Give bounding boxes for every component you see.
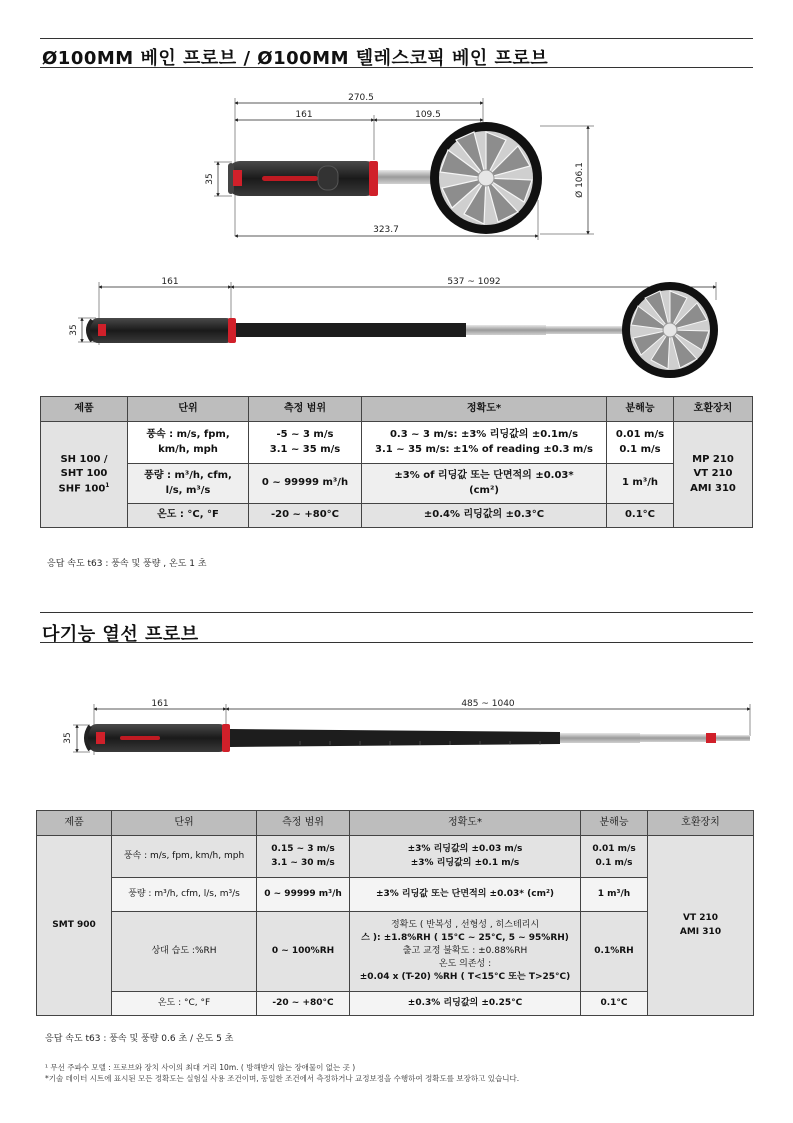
th-devices: 호환장치 [674,397,753,422]
th2-accuracy: 정확도* [350,811,581,836]
telescopic-vane-probe-drawing [69,277,718,378]
r2-range: 0 ~ 99999 m³/h [257,878,350,912]
row3-accuracy: ±0.4% 리딩값의 ±0.3°C [362,504,607,528]
hotwire-shaft-black [230,729,560,747]
r3-resolution: 0.1%RH [581,912,648,992]
th2-range: 측정 범위 [257,811,350,836]
footnotes [45,1062,519,1085]
th-accuracy: 정확도* [362,397,607,422]
row1-unit: 풍속 : m/s, fpm, km/h, mph [128,422,249,464]
dim-shaft-label: 109.5 [415,110,441,120]
row3-resolution: 0.1°C [607,504,674,528]
r1-resolution: 0.01 m/s 0.1 m/s [581,836,648,878]
r4-accuracy: ±0.3% 리딩값의 ±0.25°C [350,992,581,1016]
devices2-cell: VT 210 AMI 310 [648,836,754,1016]
vane-spec-table [40,396,753,528]
dim-diameter-label: Ø 106.1 [575,162,585,198]
section1-title: Ø100MM 베인 프로브 / Ø100MM 텔레스코픽 베인 프로브 [42,48,549,69]
row2-resolution: 1 m³/h [607,464,674,504]
section1-response-note: 응답 속도 t63 : 풍속 및 풍량 , 온도 1 초 [47,559,207,569]
dim3-handle-label: 161 [151,699,169,709]
dim2-tele-label: 537 ~ 1092 [447,277,501,287]
r2-resolution: 1 m³/h [581,878,648,912]
dim3-tele-label: 485 ~ 1040 [461,699,515,709]
hotwire-probe-drawing [63,699,750,755]
r2-accuracy: ±3% 리딩값 또는 단면적의 ±0.03* (cm²) [350,878,581,912]
r3-range: 0 ~ 100%RH [257,912,350,992]
tele-shaft-black [236,323,466,337]
r4-resolution: 0.1°C [581,992,648,1016]
devices-cell: MP 210 VT 210 AMI 310 [674,422,753,528]
th-resolution: 분해능 [607,397,674,422]
hotwire-spec-table [36,810,754,1016]
dim2-height-label: 35 [69,324,79,336]
vane-probe-drawing [205,93,594,240]
section2-title: 다기능 열선 프로브 [42,624,199,645]
section2-title-rule [40,642,753,643]
dim-total-label: 270.5 [348,93,374,103]
r1-range: 0.15 ~ 3 m/s 3.1 ~ 30 m/s [257,836,350,878]
dim-length-label: 323.7 [373,225,399,235]
product-cell: SH 100 / SHT 100 SHF $100^1$ [41,422,128,528]
row3-unit: 온도 : °C, °F [128,504,249,528]
r4-unit: 온도 : °C, °F [112,992,257,1016]
dim2-handle-label: 161 [161,277,179,287]
section2-top-rule [40,612,753,613]
row2-range: 0 ~ 99999 m³/h [249,464,362,504]
dim-handle-label: 161 [295,110,313,120]
th-range: 측정 범위 [249,397,362,422]
footnote-2: *기술 데이터 시트에 표시된 모든 정확도는 실험실 사용 조건이며, 동일한 조건에서 측정하거나 교정보정을 수행하여 정확도를 보장하고 있습니다. [45,1074,520,1084]
section2-response-note: 응답 속도 t63 : 풍속 및 풍량 0.6 초 / 온도 5 초 [45,1034,234,1044]
r1-accuracy: ±3% 리딩값의 ±0.03 m/s ±3% 리딩값의 ±0.1 m/s [350,836,581,878]
th-unit: 단위 [128,397,249,422]
th2-product: 제품 [37,811,112,836]
th2-devices: 호환장치 [648,811,754,836]
r1-unit: 풍속 : m/s, fpm, km/h, mph [112,836,257,878]
row1-resolution: 0.01 m/s 0.1 m/s [607,422,674,464]
th-product: 제품 [41,397,128,422]
dim-height-label: 35 [205,173,215,185]
r4-range: -20 ~ +80°C [257,992,350,1016]
tele-handle [90,318,234,343]
r3-accuracy: 정확도 ( 반복성 , 선형성 , 히스테리시 스 ): ±1.8%RH ( 15°C ~ 25°C, 5 ~ 95%RH) 출고 교정 불확도 : ±0.88%RH 온도 의존성 : ±0.04 x (T-20) %RH ( T<15°C 또는 T>25°C) [350,912,581,992]
row2-unit: 풍량 : m³/h, cfm, l/s, m³/s [128,464,249,504]
r3-unit: 상대 습도 :%RH [112,912,257,992]
row1-accuracy: 0.3 ~ 3 m/s: ±3% 리딩값의 ±0.1m/s 3.1 ~ 35 m/s: ±1% of reading ±0.3 m/s [362,422,607,464]
dim3-height-label: 35 [63,732,73,744]
th2-resolution: 분해능 [581,811,648,836]
product2-cell: SMT 900 [37,836,112,1016]
row2-accuracy: ±3% of 리딩값 또는 단면적의 ±0.03* (cm²) [362,464,607,504]
footnote-1: ¹ 무선 주파수 모델 : 프로브와 장치 사이의 최대 거리 10m. ( 방해받지 않는 장애물이 없는 곳 ) [45,1063,356,1072]
r2-unit: 풍량 : m³/h, cfm, l/s, m³/s [112,878,257,912]
th2-unit: 단위 [112,811,257,836]
row3-range: -20 ~ +80°C [249,504,362,528]
row1-range: -5 ~ 3 m/s 3.1 ~ 35 m/s [249,422,362,464]
